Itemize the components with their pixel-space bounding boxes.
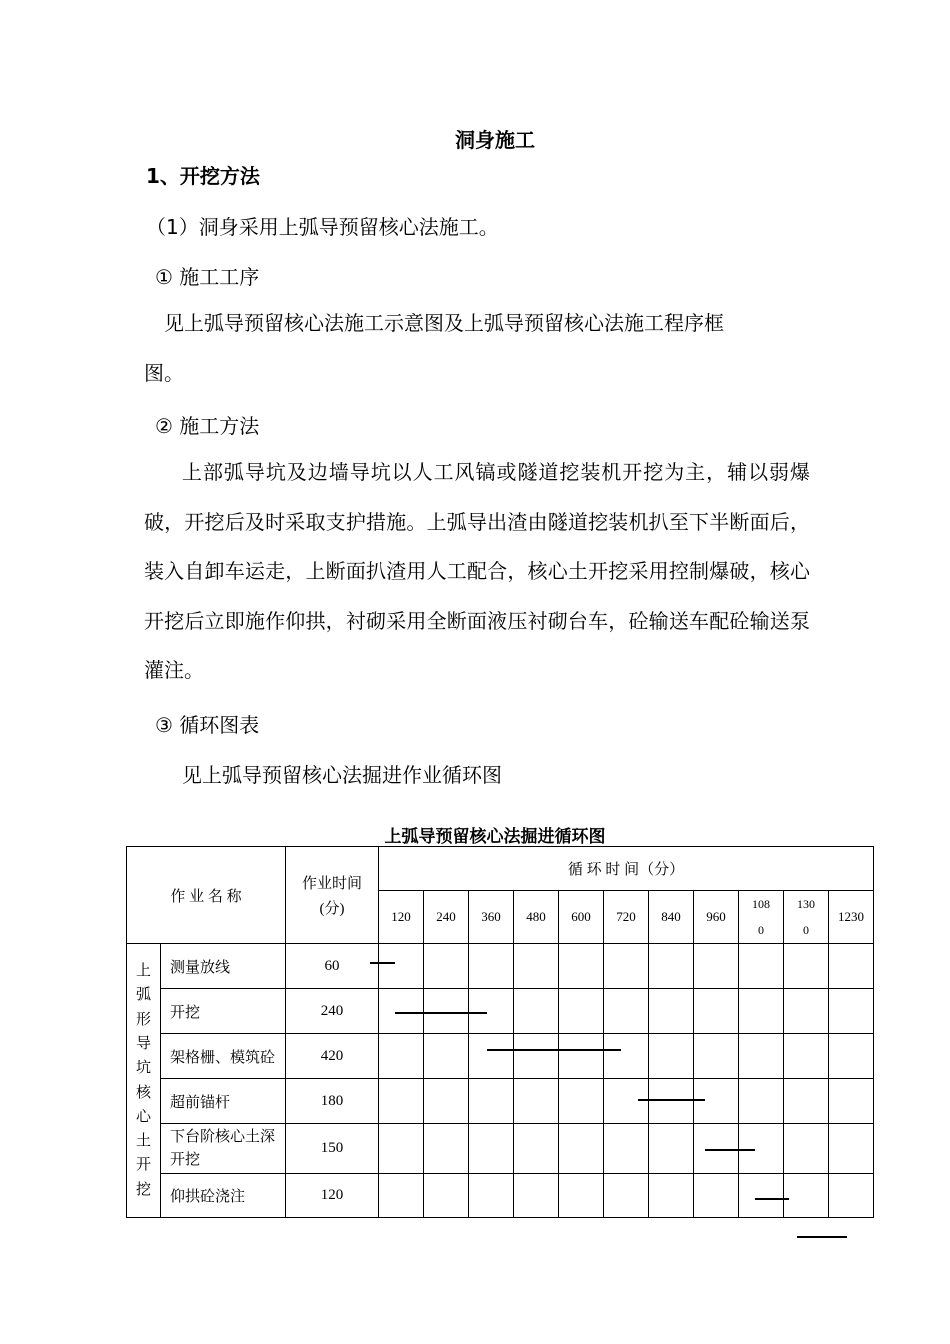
task-duration: 150 <box>286 1124 379 1174</box>
table-row <box>127 1124 874 1174</box>
step-heading-1: ① 施工工序 <box>155 265 260 289</box>
task-name: 超前锚杆 <box>161 1079 286 1124</box>
header-cycle-time: 循 环 时 间（分） <box>379 847 874 891</box>
task-name: 开挖 <box>161 989 286 1034</box>
header-duration-line1: 作业时间 <box>301 876 362 892</box>
step-heading-3: ③ 循环图表 <box>155 713 260 737</box>
step2-text: 上部弧导坑及边墙导坑以人工风镐或隧道挖装机开挖为主，辅以弱爆破，开挖后及时采取支护措施。上弧导出渣由隧道挖装机扒至下半断面后，装入自卸车运走，上断面扒渣用人工配合，核心土开挖采用控制爆破，核心开挖后立即施作仰拱，衬砌采用全断面液压衬砌台车，砼输送车配砼输送泵灌注。 <box>144 460 810 682</box>
group-char: 形 <box>135 1011 151 1028</box>
tick-label: 240 <box>424 891 469 944</box>
group-label <box>127 944 161 1218</box>
tick-part: 0 <box>758 923 764 937</box>
tick-label-1300 <box>784 891 829 944</box>
item-heading: （1）洞身采用上弧导预留核心法施工。 <box>146 215 499 239</box>
tick-part: 130 <box>797 897 815 911</box>
group-char: 导 <box>135 1035 151 1052</box>
tick-label: 1230 <box>829 891 874 944</box>
task-name: 测量放线 <box>161 944 286 989</box>
task-name-line1: 下台阶核心土深 <box>170 1128 276 1145</box>
group-char: 土 <box>135 1133 151 1150</box>
tick-label: 960 <box>694 891 739 944</box>
group-char: 开 <box>135 1157 151 1174</box>
step1-text-line2: 图。 <box>144 360 184 385</box>
tick-label: 600 <box>559 891 604 944</box>
group-char: 核 <box>135 1084 151 1101</box>
page-title: 洞身施工 <box>455 128 535 152</box>
task-duration: 420 <box>286 1034 379 1079</box>
step2-paragraph <box>144 448 810 696</box>
task-duration: 60 <box>286 944 379 989</box>
step-heading-2: ② 施工方法 <box>155 414 260 438</box>
group-char: 弧 <box>135 987 151 1004</box>
tick-label-1080 <box>739 891 784 944</box>
table-row <box>127 1034 874 1079</box>
group-char: 上 <box>135 963 151 980</box>
task-duration: 180 <box>286 1079 379 1124</box>
step1-paragraph <box>144 299 810 398</box>
header-duration-line2: (分) <box>319 901 345 917</box>
task-name: 仰拱砼浇注 <box>161 1174 286 1218</box>
tick-label: 120 <box>379 891 424 944</box>
tick-part: 108 <box>752 897 770 911</box>
tick-label: 360 <box>469 891 514 944</box>
task-name-line2: 开挖 <box>170 1151 201 1168</box>
task-name: 架格栅、模筑砼 <box>161 1034 286 1079</box>
table-row <box>127 1079 874 1124</box>
task-duration: 120 <box>286 1174 379 1218</box>
step3-text: 见上弧导预留核心法掘进作业循环图 <box>182 763 502 787</box>
table-caption: 上弧导预留核心法掘进循环图 <box>384 827 606 847</box>
tick-label: 840 <box>649 891 694 944</box>
group-char: 挖 <box>135 1181 151 1198</box>
header-task-name: 作 业 名 称 <box>127 847 286 944</box>
tick-part: 0 <box>803 923 809 937</box>
group-char: 心 <box>135 1108 151 1125</box>
tick-label: 720 <box>604 891 649 944</box>
table-row <box>127 1174 874 1218</box>
table-row <box>127 989 874 1034</box>
task-name <box>161 1124 286 1174</box>
tick-label: 480 <box>514 891 559 944</box>
section-heading: 1、开挖方法 <box>146 164 260 188</box>
table-row <box>127 944 874 989</box>
step1-text-line1: 见上弧导预留核心法施工示意图及上弧导预留核心法施工程序框 <box>164 311 724 335</box>
task-duration: 240 <box>286 989 379 1034</box>
group-char: 坑 <box>135 1060 151 1077</box>
cycle-table <box>126 846 874 1218</box>
header-duration <box>286 847 379 944</box>
